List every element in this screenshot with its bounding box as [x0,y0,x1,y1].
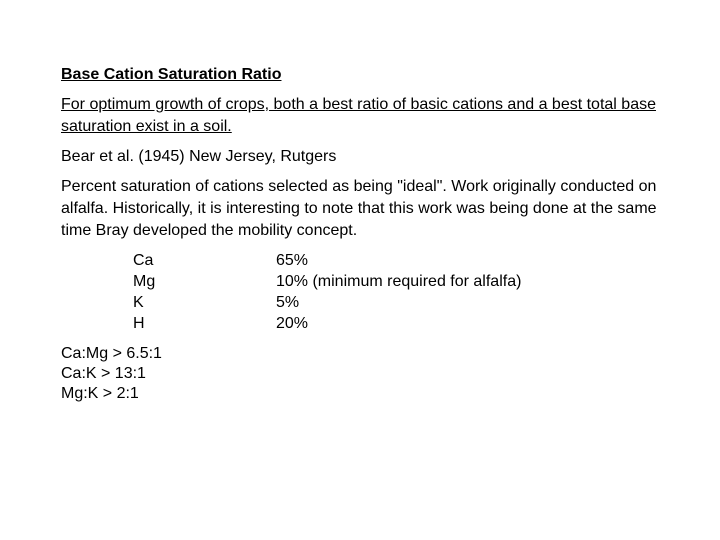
cation-name: Mg [133,273,156,290]
slide-content [61,64,681,404]
ratio-item: Ca:K > 13:1 [61,365,146,382]
cation-value: 5% [276,294,300,311]
cation-names-column [133,250,276,334]
cation-name: K [133,294,144,311]
cation-value: 65% [276,252,309,269]
slide-title: Base Cation Saturation Ratio [61,66,282,83]
cation-name: Ca [133,252,154,269]
cation-name: H [133,315,145,332]
cation-values-column [276,250,521,334]
ratio-item: Ca:Mg > 6.5:1 [61,345,162,362]
ratio-list [61,344,681,404]
reference-paragraph: Bear et al. (1945) New Jersey, Rutgers [61,148,337,165]
ratio-item: Mg:K > 2:1 [61,385,139,402]
optimum-paragraph: For optimum growth of crops, both a best ratio of basic cations and a best total base saturation exist in a soil. [61,96,656,135]
ideal-paragraph: Percent saturation of cations selected as being "ideal". Work originally conducted on alfalfa. Historically, it is interesting to note that this work was being done at the same time Bray developed the mobility concept. [61,178,657,239]
cation-value: 10% (minimum required for alfalfa) [276,273,522,290]
cation-value: 20% [276,315,309,332]
cation-table [61,250,681,334]
